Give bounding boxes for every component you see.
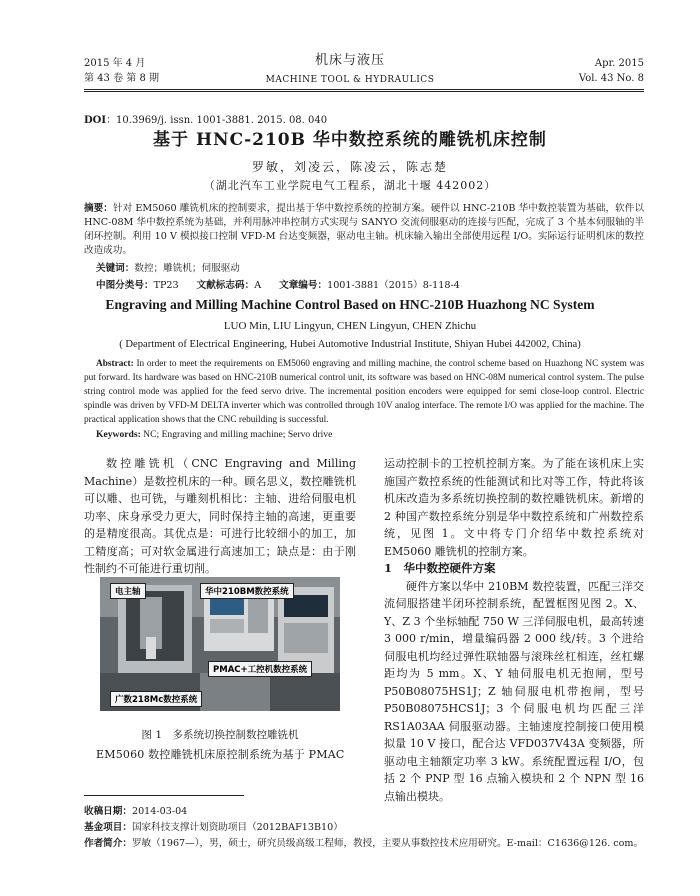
body-right-column: [384, 455, 644, 805]
doi-value: ：10.3969/j. issn. 1001-3881. 2015. 08. 040: [106, 115, 328, 126]
received-label: 收稿日期：: [84, 806, 132, 817]
clc-label: 中图分类号：: [96, 280, 154, 291]
article-no-value: 1001-3881（2015）8-118-4: [327, 280, 460, 291]
keywords-en: [96, 429, 332, 440]
abstract-en: [84, 357, 644, 427]
section-1-heading: 1 华中数控硬件方案: [384, 561, 496, 575]
keywords-cn-text: 数控；雕铣机；伺服驱动: [134, 263, 240, 274]
article-no-label: 文章编号：: [279, 280, 328, 291]
header-journal-cn: 机床与液压: [314, 53, 385, 68]
footnote-author: [84, 837, 644, 851]
after-figure-text: EM5060 数控雕铣机床原控制系统为基于 PMAC: [96, 748, 345, 761]
footnote-received: [84, 805, 644, 819]
abstract-cn-label: 摘要：: [84, 203, 113, 214]
clc-value: TP23: [153, 280, 179, 291]
header-date-en: Apr. 2015: [594, 58, 644, 69]
keywords-cn: [96, 260, 240, 274]
intro-paragraph: 数控雕铣机（CNC Engraving and Milling Machine）是数控机床的一种。顾名思义，数控雕铣机可以雕、也可铣，与雕刻机相比：主轴、进给伺服电机功率、床身承受力更大，同时保持主轴的高速，更重要的是精度很高。其优点是：可进行比较细小的加工，加工精度高；可对软金属进行高速加工；缺点是：由于刚性制约不可能进行重切削。: [84, 457, 356, 575]
classification-cn: [96, 277, 460, 291]
figure-label-spindle: 电主轴: [110, 583, 146, 599]
keywords-en-label: Keywords:: [96, 429, 141, 440]
authors-cn: 罗敏，刘凌云，陈凌云，陈志楚: [251, 160, 448, 174]
right-paragraph-2: 硬件方案以华中 210BM 数控装置，匹配三洋交流伺服搭建半闭环控制系统，配置框图见图 2。X、Y、Z 3 个坐标轴配 750 W 三洋伺服电机，最高转速 3 000 r/min，增量编码器 2 000 线/转。3 个进给伺服电机均经过弹性联轴器与滚珠丝杠相连，丝杠螺距均为 5 mm。X、Y 轴伺服电机无抱闸，型号 P50B08075HS1J；Z 轴伺服电机带抱闸，型号 P50B08075HCS1J；3 个伺服电机均匹配三洋 RS1A03AA 伺服驱动器。主轴速度控制接口使用模拟量 10 V 接口，配合达 VFD037V43A 变频器，所驱动电主轴额定功率 3 kW。系统配置远程 I/O，包括 2 个 PNP 型 16 点输入模块和 2 个 NPN 型 16 点输出模块。: [384, 579, 644, 803]
figure-1-photo: [100, 577, 340, 711]
body-left-column: [84, 455, 356, 578]
author-label: 作者简介：: [84, 838, 132, 849]
abstract-cn: [84, 202, 644, 258]
footnote-rule: [84, 795, 244, 796]
header-date-cn: 2015 年 4 月: [84, 58, 146, 69]
figure-label-pmac: PMAC+工控机数控系统: [208, 661, 312, 677]
header-rule: [84, 89, 644, 90]
figure-label-gsk: 广数218Mc数控系统: [110, 691, 202, 707]
figure-label-hnc: 华中210BM数控系统: [200, 583, 294, 599]
fund-label: 基金项目：: [84, 822, 132, 833]
keywords-en-text: NC; Engraving and milling machine; Servo drive: [143, 429, 333, 440]
header-journal-en: MACHINE TOOL & HYDRAULICS: [265, 75, 435, 85]
figure-1-caption: 图 1 多系统切换控制数控雕铣机: [141, 729, 299, 741]
abstract-en-label: Abstract:: [96, 359, 134, 369]
author-value: 罗敏（1967—），男，硕士，研究员级高级工程师，教授，主要从事数控技术应用研究。E-mail：C1636@126. com。: [131, 838, 644, 849]
doc-code-value: A: [254, 280, 262, 291]
doi: [84, 111, 327, 126]
title-en: Engraving and Milling Machine Control Based on HNC-210B Huazhong NC System: [105, 297, 595, 312]
abstract-en-text: In order to meet the requirements on EM5060 engraving and milling machine, the control scheme based on Huazhong NC system was put forward. Its hardware was based on HNC-210B numerical control unit, its software was based on HNC-08M numerical control system. The pulse string control mode was applied for the feed servo drive. The incremental position encoders were equipped for semi close-loop control. Electric spindle was driven by VFD-M DELTA inverter which was controlled through 10V analog interface. The remote I/O was applied for the machine. The practical application shows that the CNC rebuilding is successful.: [84, 359, 644, 425]
header-volume-cn: 第 43 卷 第 8 期: [84, 73, 159, 84]
doc-code-label: 文献标志码：: [196, 280, 255, 291]
abstract-cn-text: 针对 EM5060 雕铣机床的控制要求，提出基于华中数控系统的控制方案。硬件以 HNC-210B 华中数控装置为基础，软件以 HNC-08M 华中数控系统为基础，并利用脉冲串控制方式实现与 SANYO 交流伺服驱动的连接与匹配，完成了 3 个基本伺服轴的半闭环控制。利用 10 V 模拟接口控制 VFD-M 台达变频器，驱动电主轴。机床输入输出全部使用远程 I/O。实际运行证明机床的数控改造成功。: [84, 203, 644, 256]
received-value: 2014-03-04: [131, 806, 188, 817]
header-volume-en: Vol. 43 No. 8: [578, 73, 644, 84]
fund-value: 国家科技支撑计划资助项目（2012BAF13B10）: [131, 822, 343, 833]
header-rule-thin: [84, 91, 644, 92]
authors-en: LUO Min, LIU Lingyun, CHEN Lingyun, CHEN Zhichu: [223, 320, 477, 332]
doi-label: DOI: [84, 115, 107, 126]
right-paragraph-1: 运动控制卡的工控机控制方案。为了能在该机床上实施国产数控系统的性能测试和比对等工作，特此将该机床改造为多系统切换控制的数控雕铣机床。新增的 2 种国产数控系统分别是华中数控系统和广州数控系统，见图 1。文中将专门介绍华中数控系统对 EM5060 雕铣机的控制方案。: [384, 457, 644, 558]
affiliation-cn: （湖北汽车工业学院电气工程系，湖北十堰 442002）: [203, 179, 497, 192]
keywords-cn-label: 关键词：: [96, 263, 135, 274]
footnote-fund: [84, 821, 644, 835]
affiliation-en: ( Department of Electrical Engineering, Hubei Automotive Industrial Institute, Shiyan Hubei 442002, China): [119, 339, 581, 350]
title-cn: 基于 HNC-210B 华中数控系统的雕铣机床控制: [153, 130, 547, 150]
